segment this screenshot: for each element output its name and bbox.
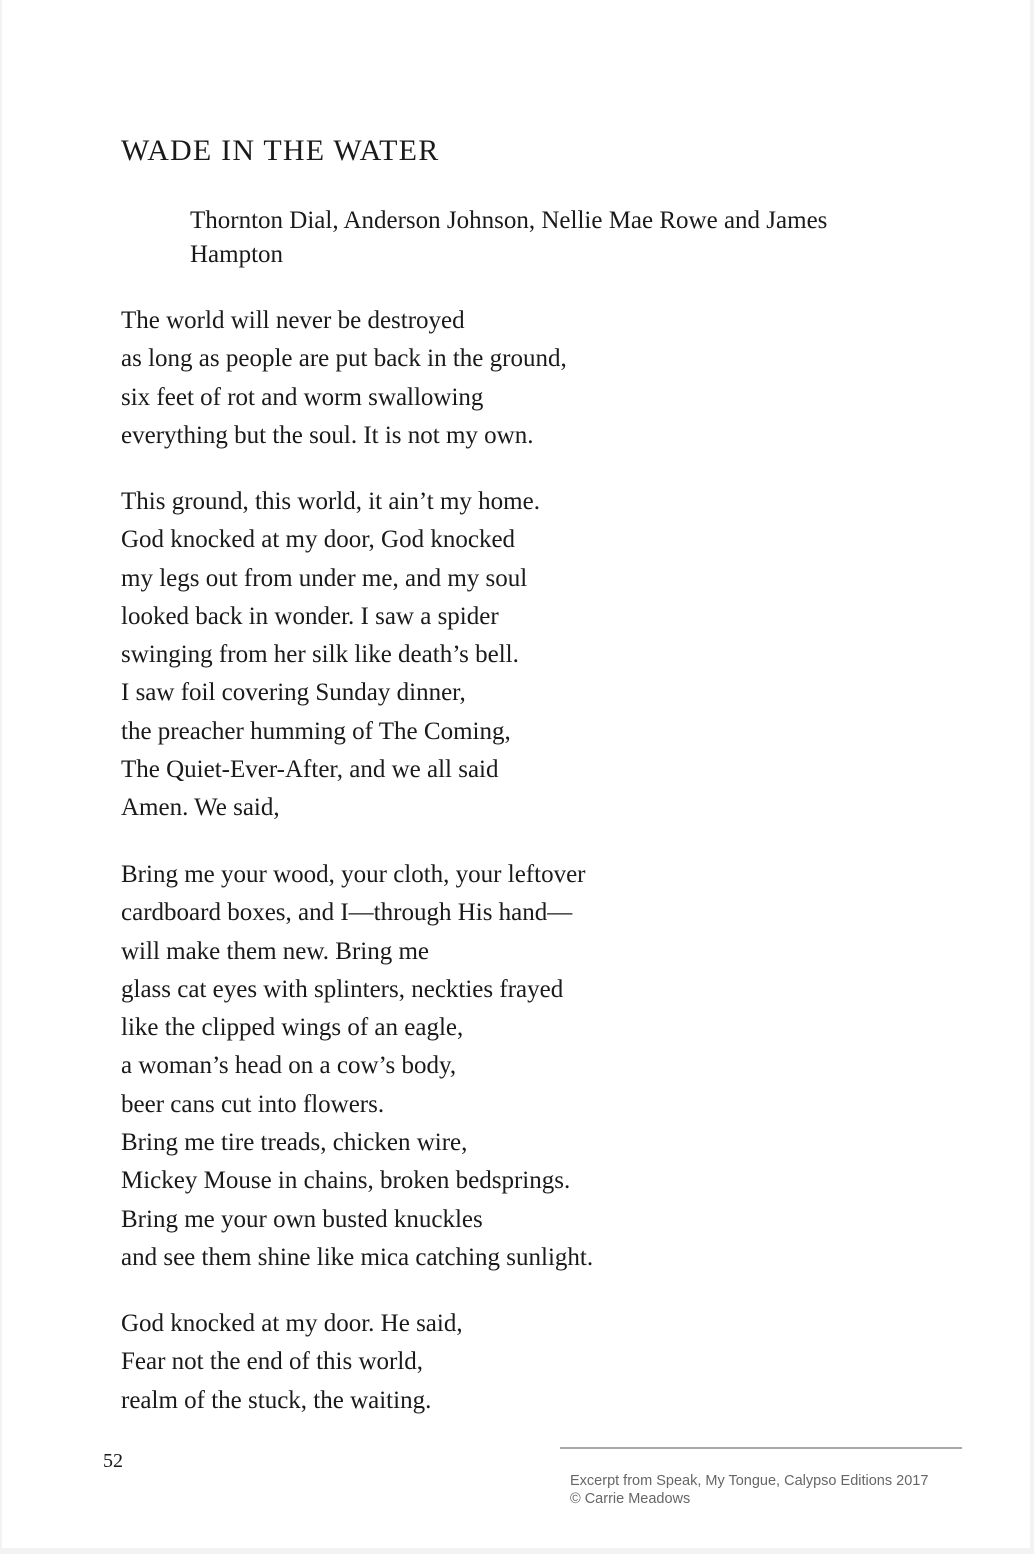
poem-line: cardboard boxes, and I—through His hand— xyxy=(121,899,573,927)
footer-divider xyxy=(560,1447,962,1449)
poem-line: swinging from her silk like death’s bell. xyxy=(121,641,519,669)
poem-line: I saw foil covering Sunday dinner, xyxy=(121,679,466,707)
stanza-1 xyxy=(121,302,567,455)
copyright-credit xyxy=(570,1472,928,1508)
document-page xyxy=(2,0,1030,1548)
poem-line: six feet of rot and worm swallowing xyxy=(121,383,484,411)
poem-line: beer cans cut into flowers. xyxy=(121,1090,385,1118)
poem-line: The Quiet-Ever-After, and we all said xyxy=(121,756,499,784)
poem-title: WADE IN THE WATER xyxy=(121,134,440,167)
poem-line: like the clipped wings of an eagle, xyxy=(121,1014,464,1042)
poem-line: This ground, this world, it ain’t my home. xyxy=(121,488,540,515)
poem-line: the preacher humming of The Coming, xyxy=(121,717,511,745)
credit-source: Excerpt from Speak, My Tongue, Calypso Editions 2017 xyxy=(570,1473,929,1489)
poem-line: looked back in wonder. I saw a spider xyxy=(121,602,499,630)
stanza-4 xyxy=(121,1305,463,1420)
poem-line: Fear not the end of this world, xyxy=(121,1348,424,1376)
poem-line: Bring me your own busted knuckles xyxy=(121,1205,483,1233)
poem-line: my legs out from under me, and my soul xyxy=(121,564,528,592)
poem-line: Amen. We said, xyxy=(121,794,280,822)
credit-author: © Carrie Meadows xyxy=(570,1491,691,1507)
poem-line: Bring me tire treads, chicken wire, xyxy=(121,1129,468,1157)
poem-dedication: Thornton Dial, Anderson Johnson, Nellie Mae Rowe and James Hampton xyxy=(190,207,828,268)
poem-line: Mickey Mouse in chains, broken bedsprings. xyxy=(121,1167,571,1195)
poem-line: as long as people are put back in the ground, xyxy=(121,345,567,373)
poem-line: The world will never be destroyed xyxy=(121,307,465,334)
poem-line: will make them new. Bring me xyxy=(121,937,430,965)
poem-line: God knocked at my door, God knocked xyxy=(121,526,516,554)
poem-line: God knocked at my door. He said, xyxy=(121,1310,463,1337)
poem-line: glass cat eyes with splinters, neckties frayed xyxy=(121,975,564,1003)
poem-line: Bring me your wood, your cloth, your leftover xyxy=(121,861,586,888)
poem-line: realm of the stuck, the waiting. xyxy=(121,1386,432,1414)
stanza-3 xyxy=(121,856,593,1277)
poem-line: a woman’s head on a cow’s body, xyxy=(121,1052,457,1080)
poem-line: everything but the soul. It is not my own. xyxy=(121,421,534,449)
page-number: 52 xyxy=(103,1450,123,1472)
poem-line: and see them shine like mica catching sunlight. xyxy=(121,1243,594,1271)
stanza-2 xyxy=(121,483,540,828)
